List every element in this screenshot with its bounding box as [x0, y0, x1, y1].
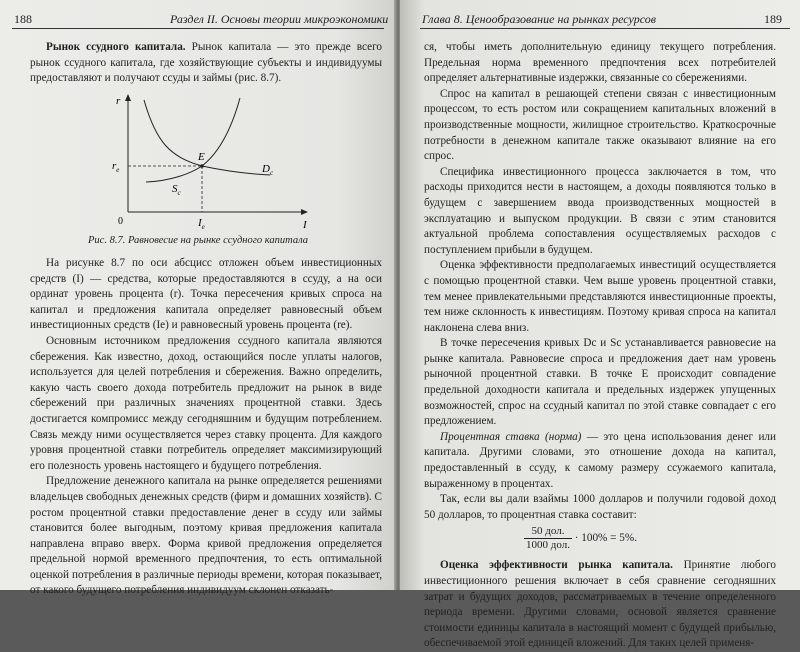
figure-8-7-chart — [100, 92, 310, 232]
formula-fraction — [524, 525, 572, 552]
ie-label: $I_e$ — [198, 217, 205, 231]
y-axis-arrow — [125, 94, 131, 101]
demand-curve-label: $D_c$ — [262, 163, 274, 177]
formula-numerator: 50 дол. — [524, 525, 572, 539]
formula-denominator: 1000 дол. — [526, 539, 570, 552]
page-number-right: 189 — [764, 12, 782, 26]
running-head-right: Глава 8. Ценообразование на рынках ресурсов — [422, 12, 656, 26]
page-number-left: 188 — [14, 12, 32, 26]
last-heading: Оценка эффективности рынка капитала. — [440, 559, 673, 572]
y-axis-label: r — [116, 95, 121, 107]
definition-paragraph — [424, 430, 776, 492]
figure-caption: Рис. 8.7. Равновесие на рынке ссудного капитала — [88, 235, 309, 246]
paragraph: Спрос на капитал в решающей степени связан с инвестиционным процессом, то есть ростом или сокращением капитальных вложений в производственные мощности, жилищное строительство. Краткосрочные потребности в денежном капитале также оказывают влияние на его спрос. — [424, 87, 776, 163]
intro-heading: Рынок ссудного капитала. — [46, 41, 186, 53]
definition-term: Процентная ставка (норма) — [440, 430, 582, 443]
demand-curve — [144, 100, 270, 175]
paragraph: В точке пересечения кривых Dc и Sc устанавливается равновесие на рынке капитала. Равновесие спроса и предложения дает нам уровень рыночной процентной ставки. В точке E происходит совпадение предельной доходности капитала и предельных издержек упущенных возможностей, спрос на ссудный капитал по этой ставке совпадает с его предложением. — [424, 337, 776, 428]
paragraph: На рисунке 8.7 по оси абсцисс отложен объем инвестиционных средств (I) — средства, которые предоставляются в ссуду, а на оси ординат уровень процента (r). Точка пересечения кривых спроса на капитал и предложения капитала определяет равновесный объем инвестиционных средств (Ie) и равновесный уровень процента (re). — [30, 257, 382, 332]
definition-text: — это цена использования денег или капитала. Другими словами, это отношение дохода на капитал, предоставленный в ссуду, к самому размеру ссужаемого капитала, выраженному в процентах. — [424, 430, 777, 490]
last-text: Принятие любого инвестиционного решения включает в себя сравнение сегодняшних затрат и будущих доходов, рассматриваемых в течение определенного периода времени. Другими словами, основой является сравнение стоимости единицы капитала в настоящий момент с будущей прибылью, обеспечиваемой этой единицей вложений. Для таких целей применя- — [424, 559, 777, 650]
re-label: $r_e$ — [112, 160, 120, 174]
x-axis-arrow — [301, 209, 308, 215]
paragraph: Специфика инвестиционного процесса заключается в том, что расходы приходится нести в настоящем, а доходы появляются только в будущем с завершением ввода производственных мощностей в эксплуатацию и выпуском продукции. В связи с этим становится актуальной проблема сопоставления осуществляемых расходов с поступлением прибыли в будущем. — [424, 165, 776, 256]
supply-curve — [146, 98, 240, 182]
right-page — [400, 0, 800, 650]
paragraph: Предложение денежного капитала на рынке определяется решениями владельцев свободных денежных средств (фирм и домашних хозяйств). С ростом процентной ставки предоставление денег в ссуду или займы становится более выгодным, поэтому кривая предложения капитала направлена вправо вверх. Форма кривой предложения определяется предельной нормой временного предпочтения, то есть оптимальной оценкой потребления в различные периоды времени, которая показывает, от какого будущего потребления индивидуум склонен отказать- — [30, 475, 382, 597]
paragraph: Оценка эффективности предполагаемых инвестиций осуществляется с помощью процентной ставки. Чем выше уровень процентной ставки, тем менее привлекательными представляются инвестиционные проекты, тем ниже склонность к инвестициям. Поэтому кривая спроса на капитал наклонена слева вниз. — [424, 259, 776, 334]
paragraph: ся, чтобы иметь дополнительную единицу текущего потребления. Предельная норма временного предпочтения всех потребителей определяет альтернативные издержки, связанные со сбережениями. — [424, 41, 776, 85]
formula-rest: · 100% = 5%. — [574, 532, 637, 545]
header-rule-left — [12, 28, 384, 29]
paragraph: Основным источником предложения ссудного капитала являются сбережения. Как известно, доход, остающийся после уплаты налогов, используется для целей потребления и сбережения. Важно определить, какую часть своего дохода потребитель предложит на рынок в виде сбережений при различных значениях процентной ставки. Здесь достигается компромисс между сегодняшним и будущим потреблением. Связь между ними осуществляется через ставку процента. Для каждого уровня процентной ставки потребитель определяет максимизирующий его полезность уровень настоящего и будущего потребления. — [30, 334, 382, 472]
supply-curve-label: $S_c$ — [172, 183, 181, 197]
point-e-label: E — [198, 151, 205, 163]
running-head-left: Раздел II. Основы теории микроэкономики — [170, 12, 389, 26]
last-paragraph — [424, 558, 776, 652]
equilibrium-point — [200, 164, 204, 168]
left-body — [30, 256, 382, 599]
right-body — [424, 40, 776, 652]
x-axis-label: I — [303, 219, 307, 231]
example-paragraph: Так, если вы дали взаймы 1000 долларов и получили годовой доход 50 долларов, то процентная ставка составит: — [424, 493, 776, 521]
left-page — [0, 0, 396, 597]
formula — [424, 525, 776, 552]
origin-label: 0 — [118, 216, 123, 227]
intro-paragraph — [30, 40, 382, 87]
intro-text: Рынок капитала — это прежде всего рынок ссудного капитала, где хозяйствующие субъекты и индивидуумы предоставляют и получают ссуды и займы (рис. 8.7). — [30, 41, 382, 85]
header-rule-right — [420, 28, 790, 29]
